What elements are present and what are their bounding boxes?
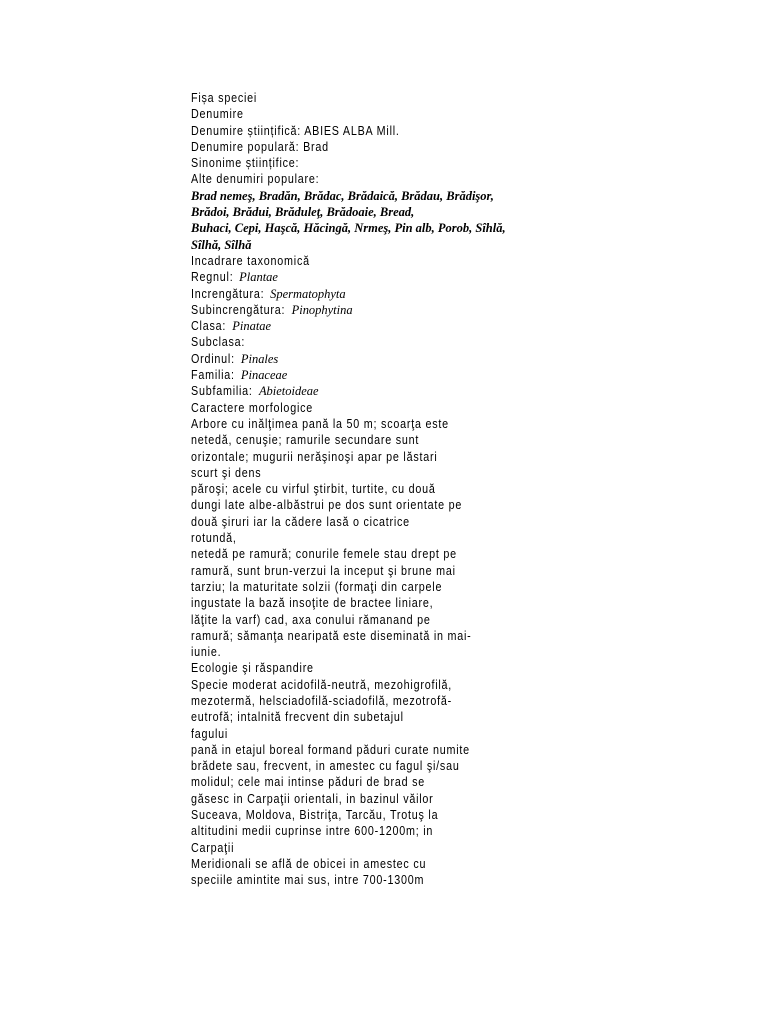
text-line: brădete sau, frecvent, in amestec cu fagul şi/sau bbox=[191, 759, 460, 774]
text-line: orizontale; mugurii nerăşinoşi apar pe lăstari bbox=[191, 449, 438, 464]
text-line: ramură, sunt brun-verzui la inceput şi brune mai bbox=[191, 563, 456, 578]
text-line: găsesc in Carpaţii orientali, in bazinul văilor bbox=[191, 791, 434, 806]
text-line: ramură; sămanţa nearipată este diseminată in mai- bbox=[191, 628, 472, 643]
text-line: Carpaţii bbox=[191, 840, 235, 855]
taxonomy-value: Spermatophyta bbox=[270, 286, 346, 301]
taxonomy-label: Clasa: bbox=[191, 319, 227, 334]
taxonomy-line bbox=[191, 351, 475, 367]
text-line: scurt şi dens bbox=[191, 465, 262, 480]
text-line: Ecologie şi răspandire bbox=[191, 661, 314, 676]
taxonomy-value: Pinales bbox=[240, 351, 279, 366]
taxonomy-label: Familia: bbox=[191, 368, 235, 383]
text-line: Arbore cu inălţimea pană la 50 m; scoarţa este bbox=[191, 416, 449, 431]
taxonomy-label: Subfamilia: bbox=[191, 384, 253, 399]
text-line: Caractere morfologice bbox=[191, 400, 314, 415]
text-line: pană in etajul boreal formand păduri curate numite bbox=[191, 742, 470, 757]
popular-names-line: Brădoi, Brădui, Brăduleţ, Brădoaie, Bread, bbox=[191, 205, 415, 220]
text-line: molidul; cele mai intinse păduri de brad se bbox=[191, 775, 426, 790]
text-line: speciile amintite mai sus, intre 700-1300m bbox=[191, 873, 425, 888]
document-page bbox=[191, 90, 521, 889]
text-line: Subclasa: bbox=[191, 335, 246, 350]
taxonomy-line bbox=[191, 367, 475, 383]
text-line: Denumire științifică: ABIES ALBA Mill. bbox=[191, 123, 400, 138]
taxonomy-value: Abietoideae bbox=[258, 384, 319, 399]
popular-names-line: Buhaci, Cepi, Haşcă, Hăcingă, Nrmeş, Pin alb, Porob, Sîhlă, bbox=[191, 221, 506, 236]
text-line: Meridionali se află de obicei in amestec cu bbox=[191, 856, 427, 871]
text-line: Suceava, Moldova, Bistriţa, Tarcău, Trotuş la bbox=[191, 808, 439, 823]
taxonomy-label: Regnul: bbox=[191, 270, 234, 285]
taxonomy-label: Increngătura: bbox=[191, 286, 265, 301]
taxonomy-value: Pinatae bbox=[232, 319, 271, 334]
text-line: două şiruri iar la cădere lasă o cicatrice bbox=[191, 514, 410, 529]
text-line: eutrofă; intalnită frecvent din subetajul bbox=[191, 710, 404, 725]
taxonomy-line bbox=[191, 286, 475, 302]
text-line: păroşi; acele cu virful ştirbit, turtite, cu două bbox=[191, 482, 436, 497]
taxonomy-label: Ordinul: bbox=[191, 351, 235, 366]
text-line: mezotermă, helsciadofilă-sciadofilă, mezotrofă- bbox=[191, 693, 453, 708]
taxonomy-line bbox=[191, 269, 475, 285]
taxonomy-value: Pinophytina bbox=[291, 302, 353, 317]
text-line: Incadrare taxonomică bbox=[191, 253, 310, 268]
text-line: tarziu; la maturitate solzii (formaţi din carpele bbox=[191, 579, 443, 594]
text-line: dungi late albe-albăstrui pe dos sunt orientate pe bbox=[191, 498, 463, 513]
popular-names-line: Brad nemeş, Bradăn, Brădac, Brădaică, Brădau, Brădişor, bbox=[191, 188, 494, 203]
text-line: fagului bbox=[191, 726, 229, 741]
text-line: altitudini medii cuprinse intre 600-1200m; in bbox=[191, 824, 434, 839]
taxonomy-line bbox=[191, 302, 475, 318]
text-line: netedă, cenuşie; ramurile secundare sunt bbox=[191, 433, 420, 448]
taxonomy-line bbox=[191, 318, 475, 334]
taxonomy-line bbox=[191, 383, 475, 399]
text-line: Denumire bbox=[191, 107, 244, 122]
taxonomy-value: Plantae bbox=[239, 270, 279, 285]
text-line: netedă pe ramură; conurile femele stau drept pe bbox=[191, 547, 457, 562]
text-line: Specie moderat acidofilă-neutră, mezohigrofilă, bbox=[191, 677, 453, 692]
text-line: Sinonime științifice: bbox=[191, 156, 300, 171]
text-line: lăţite la varf) cad, axa conului rămanand pe bbox=[191, 612, 431, 627]
text-line: Denumire populară: Brad bbox=[191, 139, 329, 154]
text-line: rotundă, bbox=[191, 531, 237, 546]
text-line: iunie. bbox=[191, 645, 222, 660]
text-line: Alte denumiri populare: bbox=[191, 172, 320, 187]
text-line: Fișa speciei bbox=[191, 91, 258, 105]
popular-names-line: Sîlhă, Sîlhă bbox=[191, 237, 252, 252]
text-line: ingustate la bază insoţite de bractee liniare, bbox=[191, 596, 434, 611]
taxonomy-label: Subincrengătura: bbox=[191, 302, 286, 317]
taxonomy-value: Pinaceae bbox=[240, 368, 288, 383]
